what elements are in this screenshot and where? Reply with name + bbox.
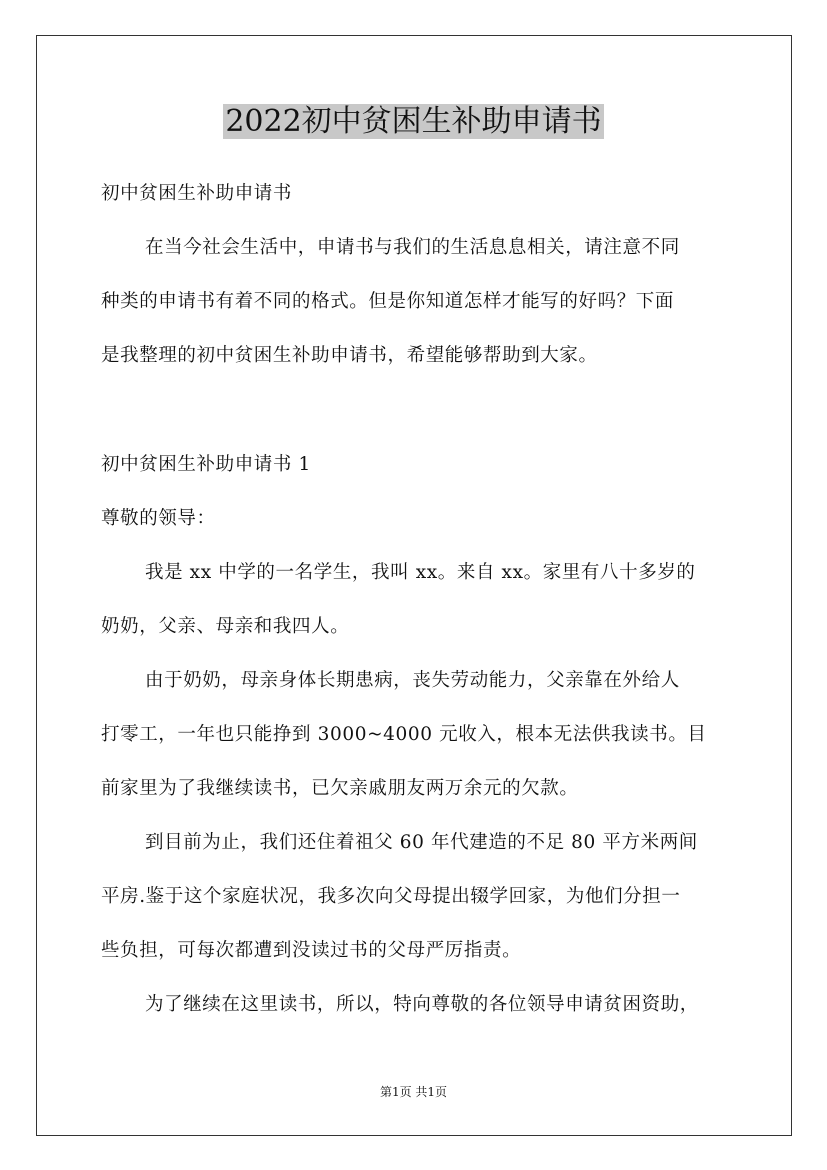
section-heading: 初中贫困生补助申请书 [101,183,293,204]
page-footer: 第1页 共1页 [379,1085,448,1099]
document-title-text: 2022初中贫困生补助申请书 [225,104,602,139]
paragraph-line: 打零工，一年也只能挣到 3000~4000 元收入，根本无法供我读书。目 [101,724,707,745]
document-title [0,102,827,142]
salutation: 尊敬的领导： [101,508,216,529]
paragraph-line: 平房.鉴于这个家庭状况，我多次向父母提出辍学回家，为他们分担一 [101,886,681,907]
section-heading: 初中贫困生补助申请书 1 [101,454,311,475]
paragraph-line: 前家里为了我继续读书，已欠亲戚朋友两万余元的欠款。 [101,778,579,799]
paragraph-line: 种类的申请书有着不同的格式。但是你知道怎样才能写的好吗？下面 [101,291,675,312]
paragraph-line: 为了继续在这里读书，所以，特向尊敬的各位领导申请贫困资助， [145,994,699,1015]
paragraph-line: 是我整理的初中贫困生补助申请书，希望能够帮助到大家。 [101,345,598,366]
paragraph-line: 奶奶，父亲、母亲和我四人。 [101,616,350,637]
paragraph-line: 由于奶奶，母亲身体长期患病，丧失劳动能力，父亲靠在外给人 [145,670,680,691]
paragraph-line: 我是 xx 中学的一名学生，我叫 xx。来自 xx。家里有八十多岁的 [145,562,696,583]
paragraph-line: 到目前为止，我们还住着祖父 60 年代建造的不足 80 平方米两间 [145,832,698,853]
paragraph-line: 在当今社会生活中，申请书与我们的生活息息相关，请注意不同 [145,237,680,258]
paragraph-line: 些负担，可每次都遭到没读过书的父母严厉指责。 [101,940,522,961]
